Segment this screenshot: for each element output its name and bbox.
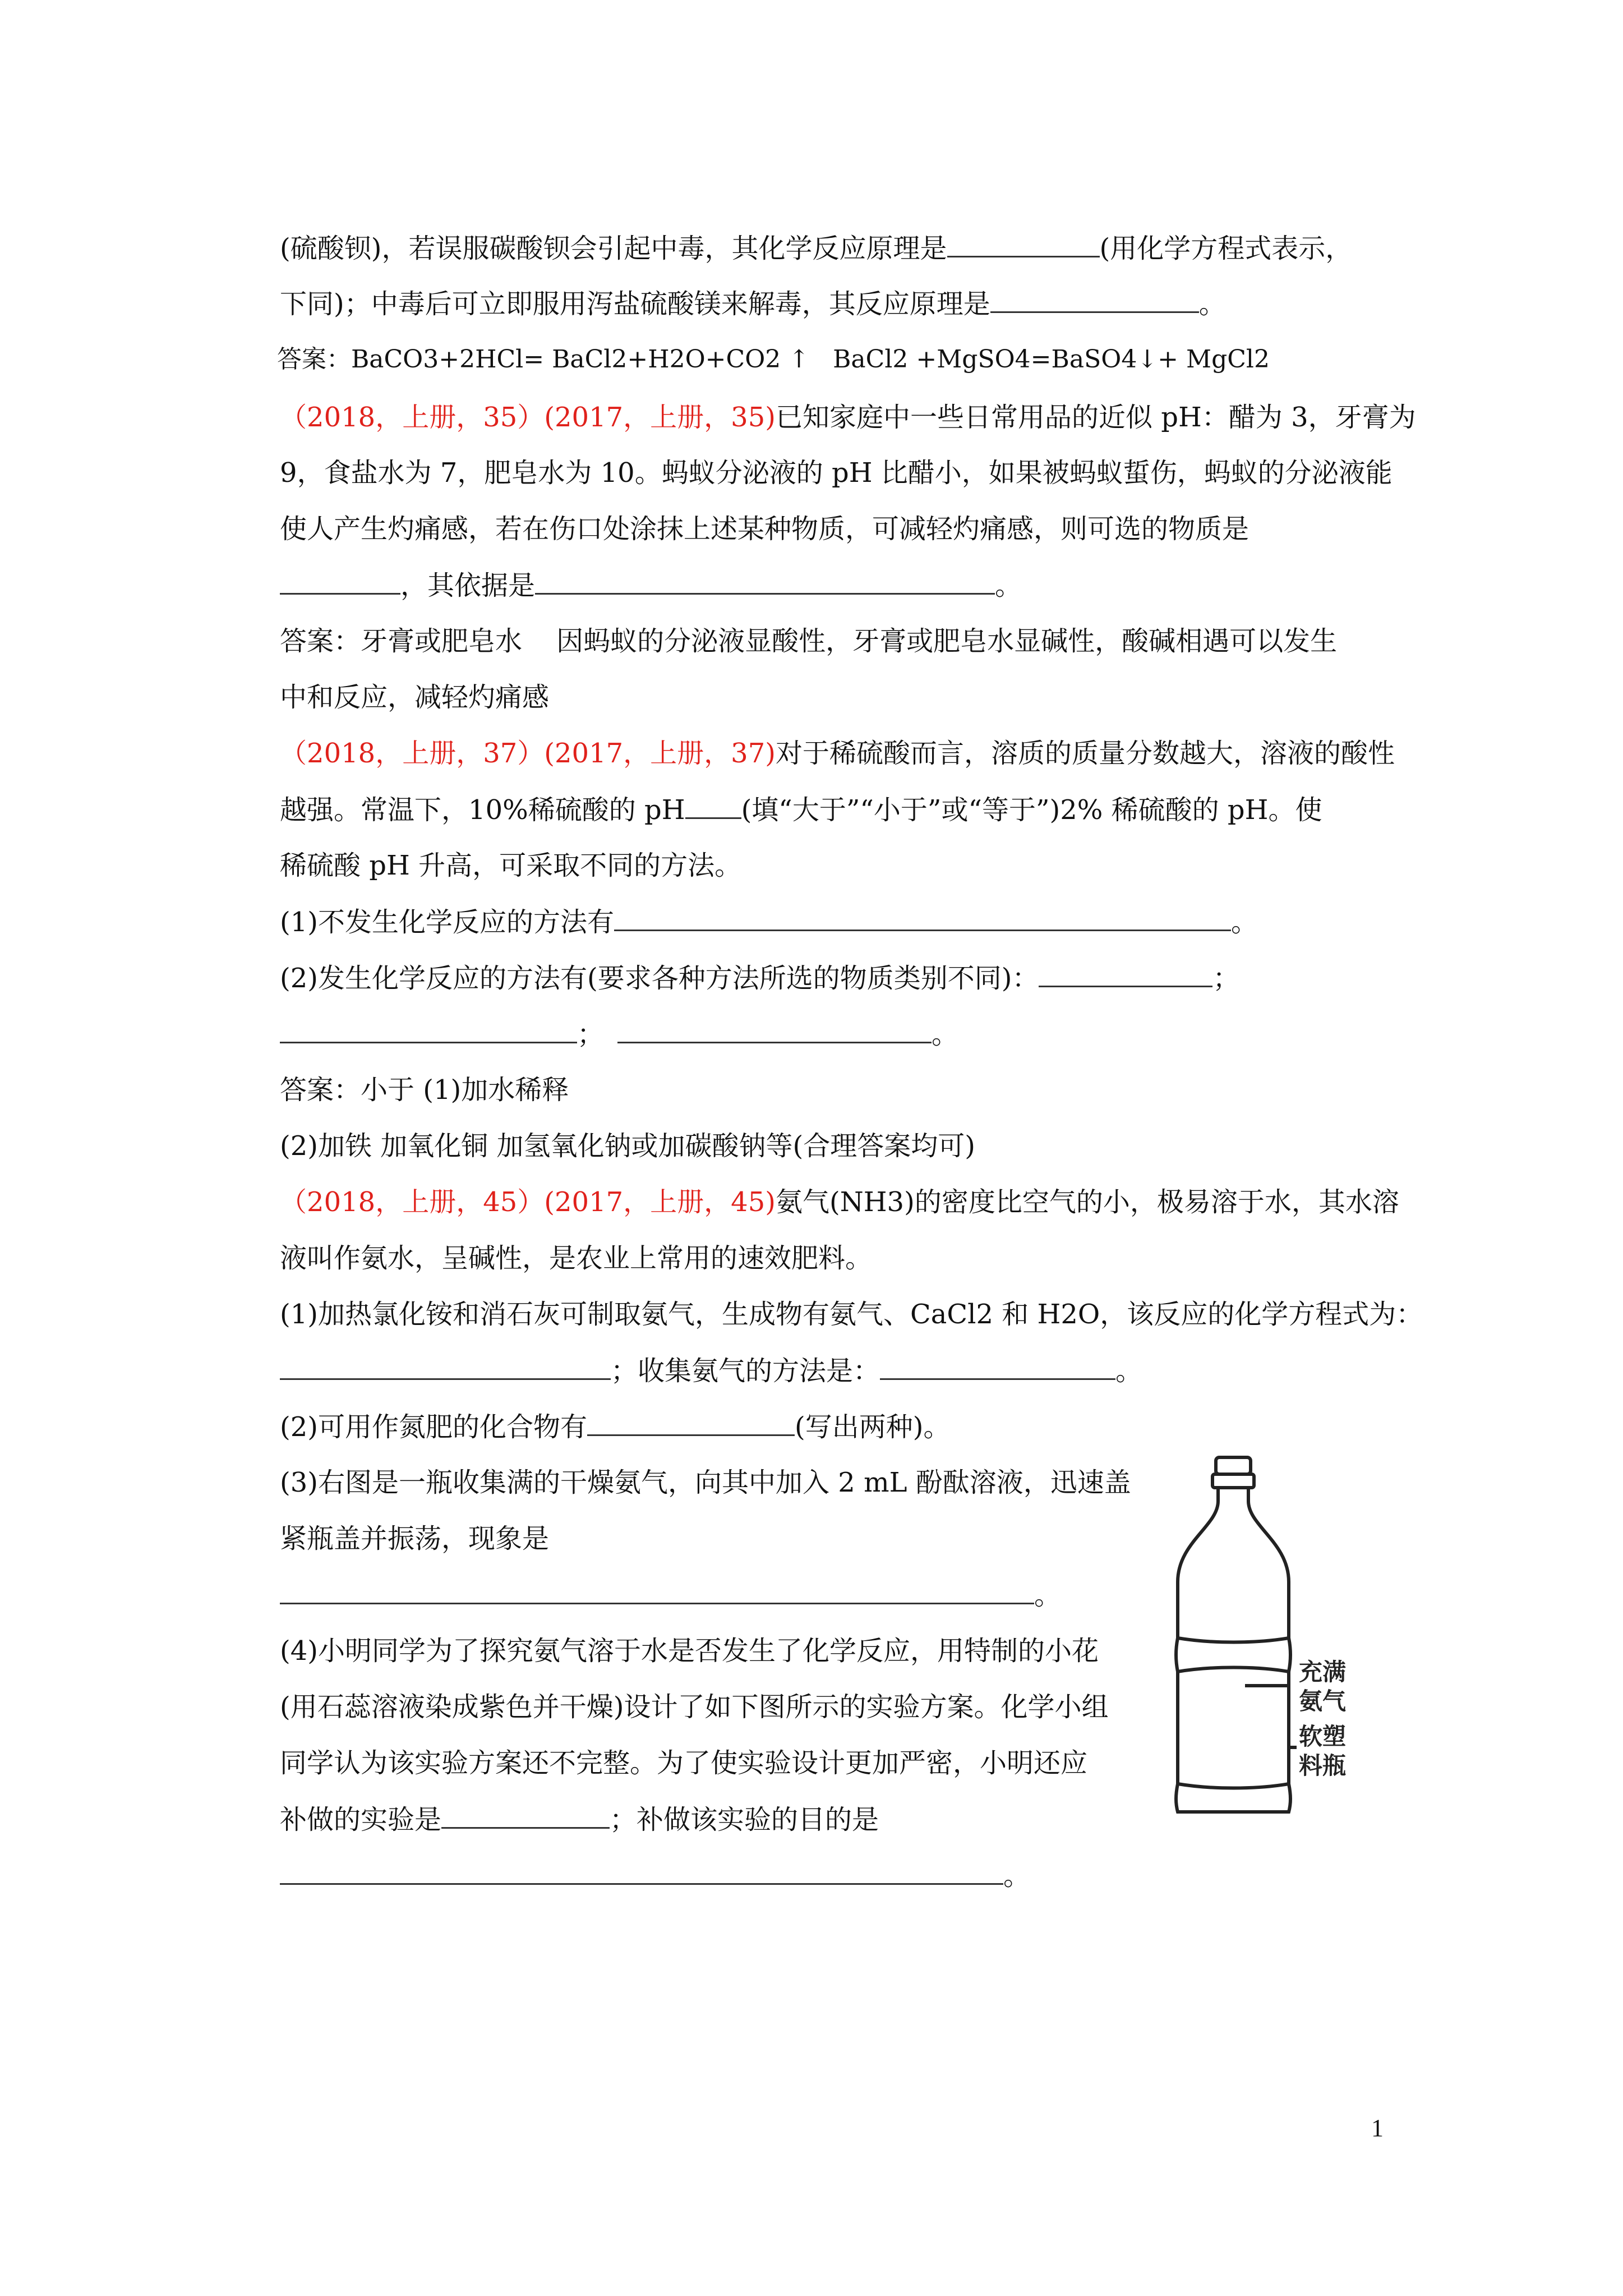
question-text: ；收集氨气的方法是： bbox=[611, 1355, 880, 1387]
answer-text: 答案：小于 (1)加水稀释 bbox=[280, 1074, 569, 1106]
question-text: 补做的实验是 bbox=[280, 1804, 442, 1835]
question-text: (4)小明同学为了探究氨气溶于水是否发生了化学反应，用特制的小花 bbox=[280, 1635, 1099, 1667]
question-text: (填“大于”“小于”或“等于”)2% 稀硫酸的 pH。使 bbox=[741, 794, 1322, 826]
text-line: ；收集氨气的方法是： 。 bbox=[246, 1320, 1142, 1421]
question-text: 9，食盐水为 7，肥皂水为 10。蚂蚁分泌液的 pH 比醋小，如果被蚂蚁蜇伤，蚂蚁的分泌液能 bbox=[280, 457, 1393, 489]
question-reference: （2018，上册，45）(2017，上册，45) bbox=[280, 1186, 776, 1218]
answer-text: 答案：牙膏或肥皂水 因蚂蚁的分泌液显酸性，牙膏或肥皂水显碱性，酸碱相遇可以发生 bbox=[280, 625, 1338, 657]
question-text: 下同)；中毒后可立即服用泻盐硫酸镁来解毒，其反应原理是 bbox=[280, 288, 990, 320]
question-text: 使人产生灼痛感，若在伤口处涂抹上述某种物质，可减轻灼痛感，则可选的物质是 bbox=[280, 513, 1249, 545]
question-text: (2)可用作氮肥的化合物有 bbox=[280, 1411, 588, 1443]
question-text: (3)右图是一瓶收集满的干燥氨气，向其中加入 2 mL 酚酞溶液，迅速盖 bbox=[280, 1467, 1131, 1498]
text-line: ，其依据是 。 bbox=[246, 535, 1022, 636]
question-text: 液叫作氨水，呈碱性，是农业上常用的速效肥料。 bbox=[280, 1243, 873, 1274]
answer-text: 答案：BaCO3+2HCl= BaCl2+H2O+CO2 ↑ BaCl2 +MgSO4=BaSO4↓+ MgCl2 bbox=[276, 345, 1270, 374]
label-filled-ammonia: 充满 氨气 bbox=[1299, 1658, 1347, 1715]
question-text: 已知家庭中一些日常用品的近似 pH：醋为 3，牙膏为 bbox=[775, 402, 1416, 433]
question-text: 同学认为该实验方案还不完整。为了使实验设计更加严密，小明还应 bbox=[280, 1747, 1088, 1779]
question-text: ，其依据是 bbox=[400, 570, 536, 601]
question-text: (用石蕊溶液染成紫色并干燥)设计了如下图所示的实验方案。化学小组 bbox=[280, 1691, 1109, 1723]
answer-text: (2)加铁 加氧化铜 加氢氧化钠或加碳酸钠等(合理答案均可) bbox=[280, 1130, 975, 1162]
ammonia-bottle-figure bbox=[1155, 1453, 1391, 1823]
answer-blank[interactable] bbox=[617, 1017, 932, 1043]
question-text: 稀硫酸 pH 升高，可采取不同的方法。 bbox=[280, 850, 742, 881]
question-reference: （2018，上册，35）(2017，上册，35) bbox=[280, 402, 776, 433]
bottle-drawing bbox=[1155, 1453, 1391, 1823]
question-text: (硫酸钡)，若误服碳酸钡会引起中毒，其化学反应原理是 bbox=[280, 233, 947, 264]
text-line: 下同)；中毒后可立即服用泻盐硫酸镁来解毒，其反应原理是 。 bbox=[246, 253, 1226, 355]
question-text: (写出两种)。 bbox=[795, 1411, 951, 1443]
text-line: 。 bbox=[246, 1825, 1030, 1926]
answer-text: 中和反应，减轻灼痛感 bbox=[280, 682, 550, 713]
question-text: (1)加热氯化铵和消石灰可制取氨气，生成物有氨气、CaCl2 和 H2O，该反应的化学方程式为： bbox=[280, 1299, 1423, 1330]
answer-blank[interactable] bbox=[1039, 961, 1212, 987]
label-plastic-bottle: 软塑 料瓶 bbox=[1299, 1723, 1347, 1779]
question-text: ；补做该实验的目的是 bbox=[610, 1804, 879, 1835]
page-number: 1 bbox=[1371, 2114, 1384, 2142]
answer-blank[interactable] bbox=[280, 1858, 1003, 1885]
question-text: (2)发生化学反应的方法有(要求各种方法所选的物质类别不同)： bbox=[280, 963, 1039, 994]
text-line: (2)发生化学反应的方法有(要求各种方法所选的物质类别不同)： ； bbox=[246, 927, 1240, 1029]
text-line: ； 。 bbox=[246, 983, 958, 1085]
question-reference: （2018，上册，37）(2017，上册，37) bbox=[280, 738, 776, 769]
question-text: 紧瓶盖并振荡，现象是 bbox=[280, 1523, 550, 1554]
question-text: 氨气(NH3)的密度比空气的小，极易溶于水，其水溶 bbox=[775, 1186, 1399, 1218]
question-text: (1)不发生化学反应的方法有 bbox=[280, 907, 615, 938]
text-line: 。 bbox=[246, 1544, 1061, 1646]
question-text: 越强。常温下，10%稀硫酸的 pH bbox=[280, 794, 685, 826]
question-text: 对于稀硫酸而言，溶质的质量分数越大，溶液的酸性 bbox=[775, 738, 1395, 769]
question-text: (用化学方程式表示， bbox=[1099, 233, 1353, 264]
text-line: (1)不发生化学反应的方法有 。 bbox=[246, 871, 1258, 973]
